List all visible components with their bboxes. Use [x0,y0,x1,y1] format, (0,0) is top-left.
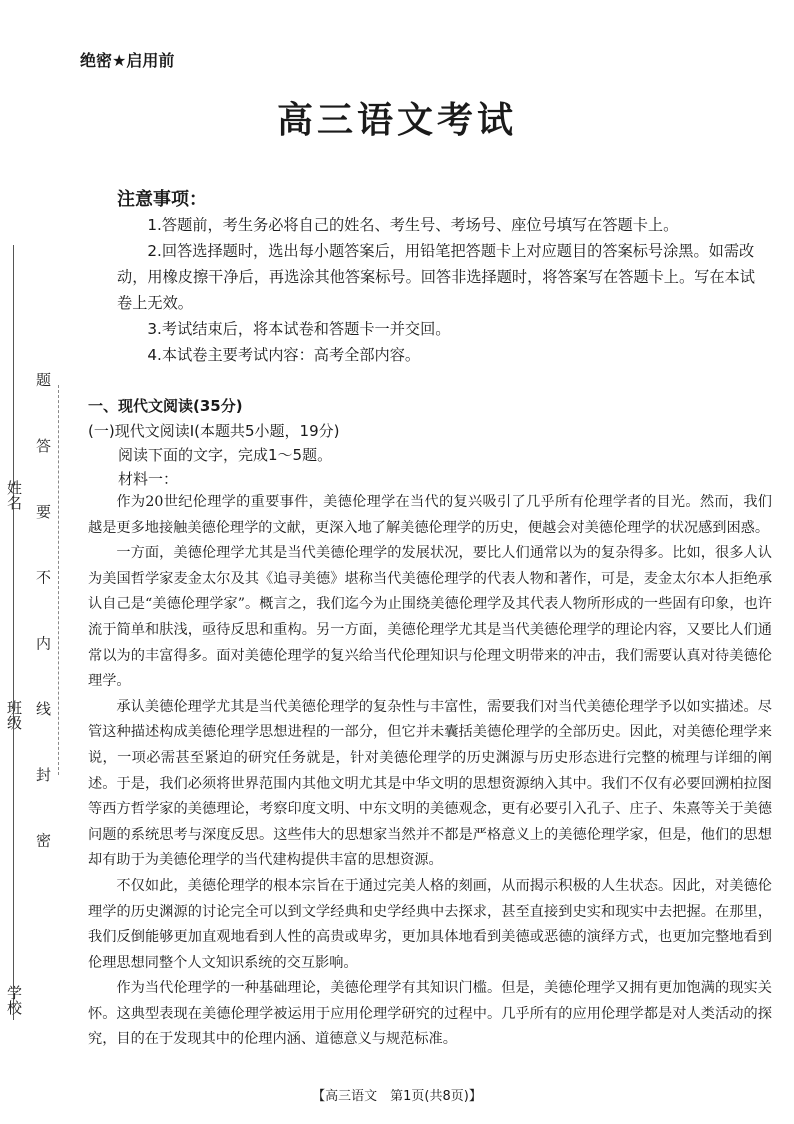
secret-mark: 绝密★启用前 [80,51,175,70]
seal-warning-char: 内 [34,635,52,674]
school-label: 学校 [5,985,23,1015]
notice-item: 4.本试卷主要考试内容：高考全部内容。 [147,346,421,364]
page-title: 高三语文考试 [276,100,517,141]
notice-heading: 注意事项： [117,189,207,210]
seal-warning-char: 密 [34,832,52,871]
seal-warning-char: 题 [34,372,52,410]
seal-warning-char: 答 [34,437,52,476]
binding-strip [0,0,62,1124]
seal-line [58,385,60,775]
passage-paragraph: 不仅如此，美德伦理学的根本宗旨在于通过完美人格的刻画，从而揭示积极的人生状态。因此，对美德伦理学的历史渊源的讨论完全可以到文学经典和史学经典中去探求，甚至直接到史实和现实中去把握。在那里，我们反倒能够更加直观地看到人性的高贵或卑劣，更加具体地看到美德或恶德的演绎方式，也更加完整地看到伦理思想同整个人文知识系统的交互影响。 [88,877,772,971]
section-heading: 一、现代文阅读(35分) [88,397,243,415]
notice-item: 1.答题前，考生务必将自己的姓名、考生号、考场号、座位号填写在答题卡上。 [147,216,679,234]
passage-paragraph: 作为当代伦理学的一种基础理论，美德伦理学有其知识门槛。但是，美德伦理学又拥有更加饱满的现实关怀。这典型表现在美德伦理学被运用于应用伦理学研究的过程中。几乎所有的应用伦理学都是对人类活动的探究，目的在于发现其中的伦理内涵、道德意义与规范标准。 [88,980,772,1048]
seal-warning-char: 不 [34,569,52,608]
material-label: 材料一： [118,470,179,488]
passage-paragraph: 承认美德伦理学尤其是当代美德伦理学的复杂性与丰富性，需要我们对当代美德伦理学予以如实描述。尽管这种描述构成美德伦理学思想进程的一部分，但它并未囊括美德伦理学的全部历史。因此，对美德伦理学来说，一项必需甚至紧迫的研究任务就是，针对美德伦理学的历史渊源与历史形态进行完整的梳理与详细的阐述。于是，我们必须将世界范围内其他文明尤其是中华文明的思想资源纳入其中。我们不仅有必要回溯柏拉图等西方哲学家的美德理论，考察印度文明、中东文明的美德观念，更有必要引入孔子、庄子、朱熹等关于美德问题的系统思考与深度反思。这些伟大的思想家当然并不都是严格意义上的美德伦理学家，但是，他们的思想却有助于为美德伦理学的当代建构提供丰富的思想资源。 [88,698,772,869]
reading-passage [88,490,772,1053]
binding-line [13,245,14,1020]
name-label: 姓名 [5,480,23,510]
seal-warning [33,372,54,870]
class-label: 班级 [5,700,23,730]
notice-list [117,212,757,368]
seal-warning-char: 封 [34,766,52,805]
reading-instruction: 阅读下面的文字，完成1～5题。 [118,446,333,464]
notice-item: 3.考试结束后，将本试卷和答题卡一并交回。 [147,320,451,338]
subsection-heading: (一)现代文阅读Ⅰ(本题共5小题，19分) [88,422,340,440]
passage-paragraph: 一方面，美德伦理学尤其是当代美德伦理学的发展状况，要比人们通常以为的复杂得多。比如，很多人认为美国哲学家麦金太尔及其《追寻美德》堪称当代美德伦理学的代表人物和著作，可是，麦金太尔本人拒绝承认自己是“美德伦理学家”。概言之，我们迄今为止围绕美德伦理学及其代表人物所形成的一些固有印象，也许流于简单和肤浅，亟待反思和重构。另一方面，美德伦理学尤其是当代美德伦理学的理论内容，又要比人们通常以为的丰富得多。面对美德伦理学的复兴给当代伦理知识与伦理文明带来的冲击，我们需要认真对待美德伦理学。 [88,545,772,690]
page-footer: 【高三语文 第1页(共8页)】 [312,1089,482,1104]
notice-item: 2.回答选择题时，选出每小题答案后，用铅笔把答题卡上对应题目的答案标号涂黑。如需改动，用橡皮擦干净后，再选涂其他答案标号。回答非选择题时，将答案写在答题卡上。写在本试卷上无效。 [117,242,755,312]
seal-warning-char: 要 [34,503,52,542]
seal-warning-char: 线 [34,700,52,739]
passage-paragraph: 作为20世纪伦理学的重要事件，美德伦理学在当代的复兴吸引了几乎所有伦理学者的目光。然而，我们越是更多地接触美德伦理学的文献，更深入地了解美德伦理学的历史，便越会对美德伦理学的状况感到困惑。 [88,494,772,536]
